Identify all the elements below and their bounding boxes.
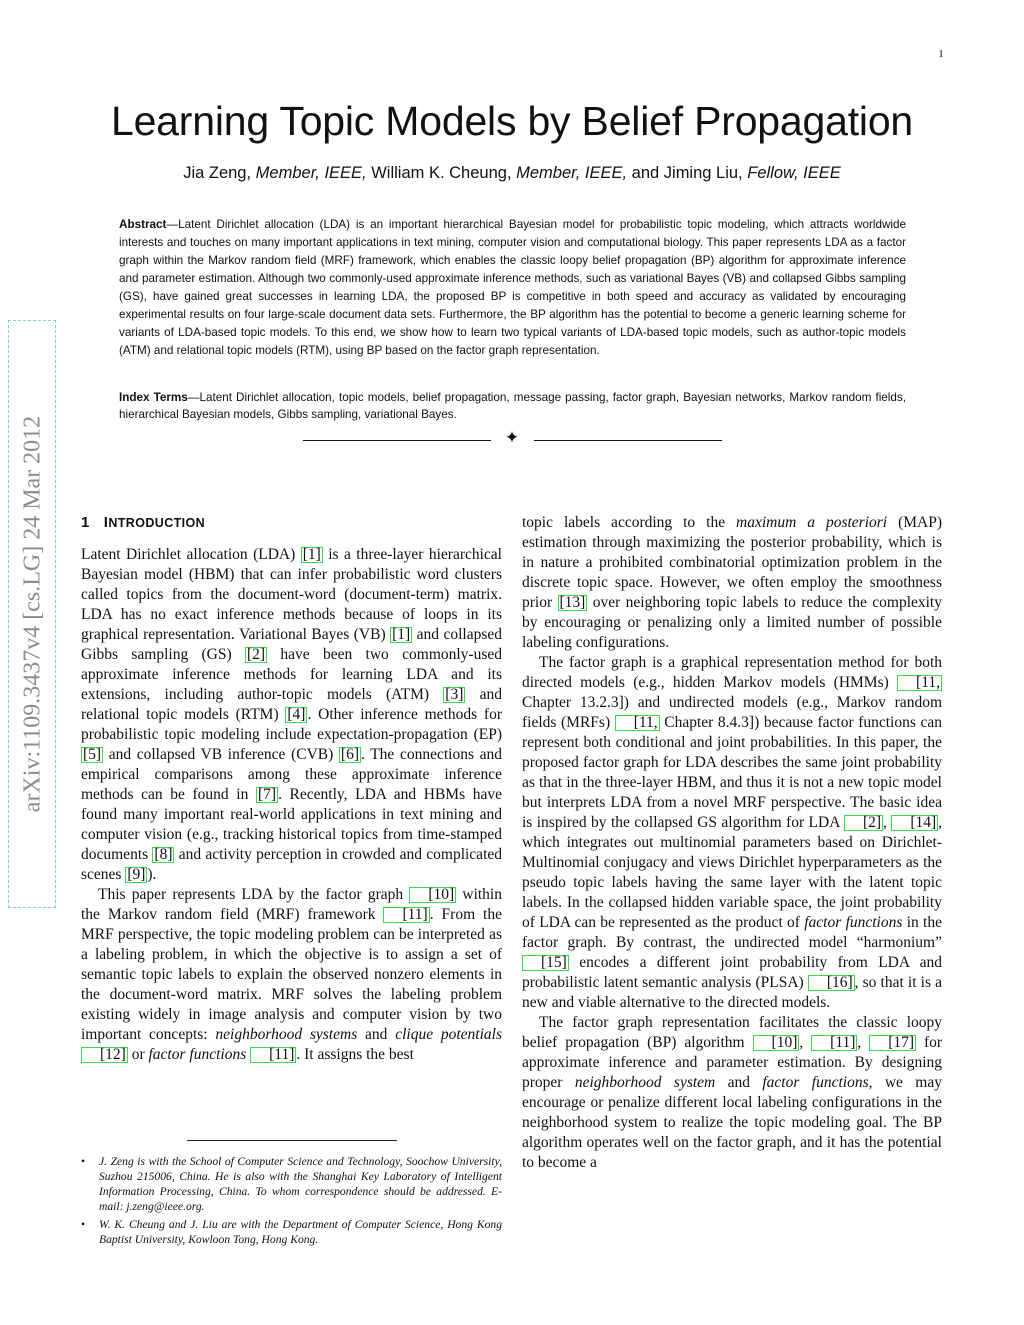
citation-link[interactable]: [9] [127,866,146,883]
abstract-label: Abstract [119,218,167,231]
citation-link[interactable]: [8] [154,846,173,863]
footnotes [81,1154,502,1250]
citation-link[interactable]: [17] [869,1035,916,1051]
author-affiliation: Member, IEEE, [255,164,367,182]
page-number: 1 [938,48,944,60]
index-terms [119,389,906,423]
abstract-text: —Latent Dirichlet allocation (LDA) is an important hierarchical Bayesian model for probabilistic topic modeling, which attracts worldwide interests and touches on many important applications in text mining, computer vision and computational biology. This paper represents LDA as a factor graph within the Markov random field (MRF) framework, which enables the classic loopy belief propagation (BP) algorithm for approximate inference and parameter estimation. Although two commonly-used approximate inference methods, such as variational Bayes (VB) and collapsed Gibbs sampling (GS), have gained great successes in learning LDA, the proposed BP is competitive in both speed and accuracy as validated by encouraging experimental results on four large-scale document data sets. Furthermore, the BP algorithm has the potential to become a generic learning scheme for variants of LDA-based topic models. To this end, we show how to learn two typical variants of LDA-based topic models, such as author-topic models (ATM) and relational topic models (RTM), using BP based on the factor graph representation. [119,218,906,357]
citation-link[interactable]: [5] [83,746,102,763]
footnote [81,1217,502,1247]
divider-rule-left [303,440,491,441]
abstract [119,216,906,360]
divider-rule-right [534,440,722,441]
author-name: William K. Cheung, [366,164,517,182]
citation-link[interactable]: [4] [287,706,306,723]
citation-link[interactable]: [15] [522,955,569,971]
section-heading [81,514,205,531]
arxiv-identifier[interactable]: arXiv:1109.3437v4 [cs.LG] 24 Mar 2012 [19,415,46,813]
paragraph: The factor graph representation facilitates the classic loopy belief propagation (BP) algorithm [10] , [11] , [17] for approximate inference and parameter estimation. By designing proper neighborhood system and factor functions, we may encourage or penalize different local labeling configurations in the neighborhood system to realize the topic modeling goal. The BP algorithm operates well on the factor graph, and it has the potential to become a [522,1014,943,1171]
right-column [522,513,942,1173]
paragraph: The factor graph is a graphical representation method for both directed models (e.g., hidden Markov models (HMMs) [11, Chapter 13.2.3]) and undirected models (e.g., Markov random fields (MRFs) [11, Chapter 8.4.3]) because factor functions can represent both conditional and joint probabilities. In this paper, the proposed factor graph for LDA describes the same joint probability as that in the three-layer HBM, and thus it is not a new topic model but interprets LDA from a novel MRF perspective. The basic idea is inspired by the collapsed GS algorithm for LDA [2] , [14] , which integrates out multinomial parameters based on Dirichlet-Multinomial conjugacy and views Dirichlet hyperparameters as the pseudo topic labels having the same layer with the latent topic labels. In the collapsed hidden variable space, the joint probability of LDA can be represented as the product of factor functions in the factor graph. By contrast, the undirected model “harmonium” [15] encodes a different joint probability from LDA and probabilistic latent semantic analysis (PLSA) [16] , so that it is a new and viable alternative to the directed models. [522,654,943,1011]
footnote [81,1154,502,1214]
citation-link[interactable]: [13] [559,594,586,611]
citation-link[interactable]: [11] [383,907,429,923]
section-divider [303,430,723,450]
bullet-icon: • [81,1155,86,1168]
diamond-star-icon: ✦ [504,428,520,447]
citation-link[interactable]: [10] [409,887,456,903]
paragraph: topic labels according to the maximum a posteriori (MAP) estimation through maximizing the posterior probability, which is in nature a prohibited combinatorial optimization problem in the discrete topic space. However, we often employ the smoothness prior [13] over neighboring topic labels to reduce the complexity by encouraging or penalizing only a limited number of possible labeling configurations. [522,514,942,651]
author-name: and Jiming Liu, [627,164,748,182]
footnote-rule [187,1140,397,1141]
citation-link[interactable]: [7] [257,786,277,803]
citation-link[interactable]: [10] [753,1035,800,1051]
citation-link[interactable]: [11] [811,1035,857,1051]
author-list [0,164,1024,183]
paper-title: Learning Topic Models by Belief Propagation [110,98,914,144]
citation-link[interactable]: [3] [445,686,464,703]
citation-link[interactable]: [16] [808,975,855,991]
citation-link[interactable]: [6] [340,746,359,763]
citation-link[interactable]: [2] [246,646,266,663]
left-column [81,545,502,1065]
footnote-text: W. K. Cheung and J. Liu are with the Department of Computer Science, Hong Kong Baptist University, Kowloon Tong, Hong Kong. [99,1218,502,1246]
citation-link[interactable]: [2] [844,815,883,831]
author-affiliation: Fellow, IEEE [747,164,841,182]
section-title-rest: NTRODUCTION [108,516,206,530]
arxiv-stamp[interactable] [8,320,56,908]
footnote-text: J. Zeng is with the School of Computer Science and Technology, Soochow University, Suzhou 215006, China. He is also with the Shanghai Key Laboratory of Intelligent Information Processing, China. To whom correspondence should be addressed. E-mail: j.zeng@ieee.org. [99,1155,502,1213]
paragraph: Latent Dirichlet allocation (LDA) [1] is a three-layer hierarchical Bayesian model (HBM) that can infer probabilistic word clusters called topics from the document-word (document-term) matrix. LDA has no exact inference methods because of loops in its graphical representation. Variational Bayes (VB) [1] and collapsed Gibbs sampling (GS) [2] have been two commonly-used approximate inference methods for learning LDA and its extensions, including author-topic models (ATM) [3] and relational topic models (RTM) [4] . Other inference methods for probabilistic topic modeling include expectation-propagation (EP) [5] and collapsed VB inference (CVB) [6] . The connections and empirical comparisons among these approximate inference methods can be found in [7] . Recently, LDA and HBMs have found many important real-world applications in text mining and computer vision (e.g., tracking historical topics from time-stamped documents [8] and activity perception in crowded and complicated scenes [9] ). [81,546,503,883]
paragraph: This paper represents LDA by the factor graph [10] within the Markov random field (MRF) framework [11] . From the MRF perspective, the topic modeling problem can be interpreted as a labeling problem, in which the objective is to assign a set of semantic topic labels to explain the observed nonzero elements in the document-word matrix. MRF solves the labeling problem existing widely in image analysis and computer vision by two important concepts: neighborhood systems and clique potentials [12] or factor functions [11] . It assigns the best [81,886,503,1063]
author-affiliation: Member, IEEE, [516,164,628,182]
citation-link[interactable]: [1] [392,626,411,643]
citation-link[interactable]: [1] [302,546,321,563]
citation-link[interactable]: [11] [250,1047,296,1063]
citation-link[interactable]: [12] [81,1047,128,1063]
index-terms-label: Index Terms [119,391,188,404]
section-title-initial: I [103,514,109,531]
citation-link[interactable]: [14] [891,815,938,831]
author-name: Jia Zeng, [183,164,256,182]
section-number: 1 [81,514,90,531]
index-terms-text: —Latent Dirichlet allocation, topic models, belief propagation, message passing, factor graph, Bayesian networks, Markov random fields, hierarchical Bayesian models, Gibbs sampling, variational Bayes. [119,391,906,421]
citation-link[interactable]: [11, [615,715,660,731]
citation-link[interactable]: [11, [897,675,942,691]
bullet-icon: • [81,1218,86,1231]
